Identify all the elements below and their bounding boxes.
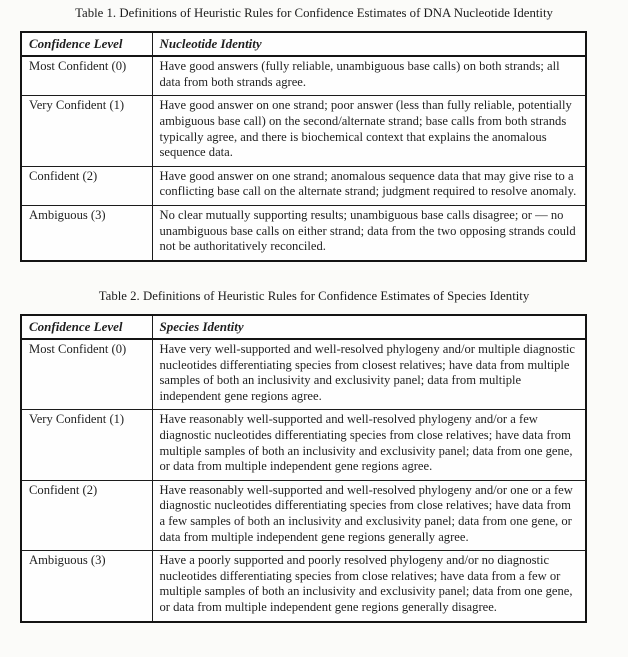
table-row: [21, 166, 586, 205]
table2-species-identity: [20, 314, 587, 623]
table2-header-row: [21, 315, 586, 339]
definition-cell: Have good answer on one strand; anomalous sequence data that may give rise to a conflicting base call on the alternate strand; judgment required to resolve anomaly.: [152, 166, 586, 205]
table-row: [21, 551, 586, 622]
confidence-level-cell: Most Confident (0): [21, 56, 152, 96]
table2-caption: Table 2. Definitions of Heuristic Rules for Confidence Estimates of Species Identity: [98, 288, 530, 303]
table-row: [21, 96, 586, 166]
definition-cell: Have a poorly supported and poorly resolved phylogeny and/or no diagnostic nucleotides differentiating species from close relatives; have data from a few or multiple samples of both an inclusivity and exclusivity panel; data from one gene, or data from multiple independent gene regions generally disagree.: [152, 551, 586, 622]
table-row: [21, 205, 586, 260]
confidence-level-cell: Very Confident (1): [21, 96, 152, 166]
definition-cell: No clear mutually supporting results; unambiguous base calls disagree; or — no unambiguous base calls on either strand; data from the two opposing strands could not be authoritatively reconciled.: [152, 205, 586, 260]
table1-header-row: [21, 32, 586, 56]
table1-dna-nucleotide-identity: [20, 31, 587, 262]
table2-confidence-level-header: Confidence Level: [21, 315, 152, 339]
table-row: [21, 480, 586, 550]
table-row: [21, 56, 586, 96]
confidence-level-cell: Confident (2): [21, 480, 152, 550]
definition-cell: Have good answer on one strand; poor answer (less than fully reliable, potentially ambiguous base call) on the second/alternate strand; base calls from both strands typically agree, and there is biochemical context that explains the anomalous sequence data.: [152, 96, 586, 166]
confidence-level-cell: Very Confident (1): [21, 410, 152, 480]
table2-species-identity-header: Species Identity: [152, 315, 586, 339]
definition-cell: Have very well-supported and well-resolved phylogeny and/or multiple diagnostic nucleotides differentiating species from closest relatives; have data from multiple samples of both an inclusivity and exclusivity panel; data from multiple independent gene regions agree.: [152, 339, 586, 410]
table-row: [21, 339, 586, 410]
definition-cell: Have good answers (fully reliable, unambiguous base calls) on both strands; all data from both strands agree.: [152, 56, 586, 96]
table1-confidence-level-header: Confidence Level: [21, 32, 152, 56]
confidence-level-cell: Confident (2): [21, 166, 152, 205]
table-row: [21, 410, 586, 480]
table1-caption: Table 1. Definitions of Heuristic Rules for Confidence Estimates of DNA Nucleotide Identity: [75, 6, 553, 20]
confidence-level-cell: Ambiguous (3): [21, 205, 152, 260]
definition-cell: Have reasonably well-supported and well-resolved phylogeny and/or a few diagnostic nucleotides differentiating species from close relatives; have data from multiple samples of both an inclusivity and exclusivity panel; data from one gene, or data from multiple independent gene regions agree.: [152, 410, 586, 480]
confidence-level-cell: Ambiguous (3): [21, 551, 152, 622]
confidence-level-cell: Most Confident (0): [21, 339, 152, 410]
table1-nucleotide-identity-header: Nucleotide Identity: [152, 32, 586, 56]
definition-cell: Have reasonably well-supported and well-resolved phylogeny and/or one or a few diagnostic nucleotides differentiating species from close relatives; have data from a few samples of both an inclusivity and exclusivity panel; data from one gene, or data from multiple independent gene regions generally agree.: [152, 480, 586, 550]
